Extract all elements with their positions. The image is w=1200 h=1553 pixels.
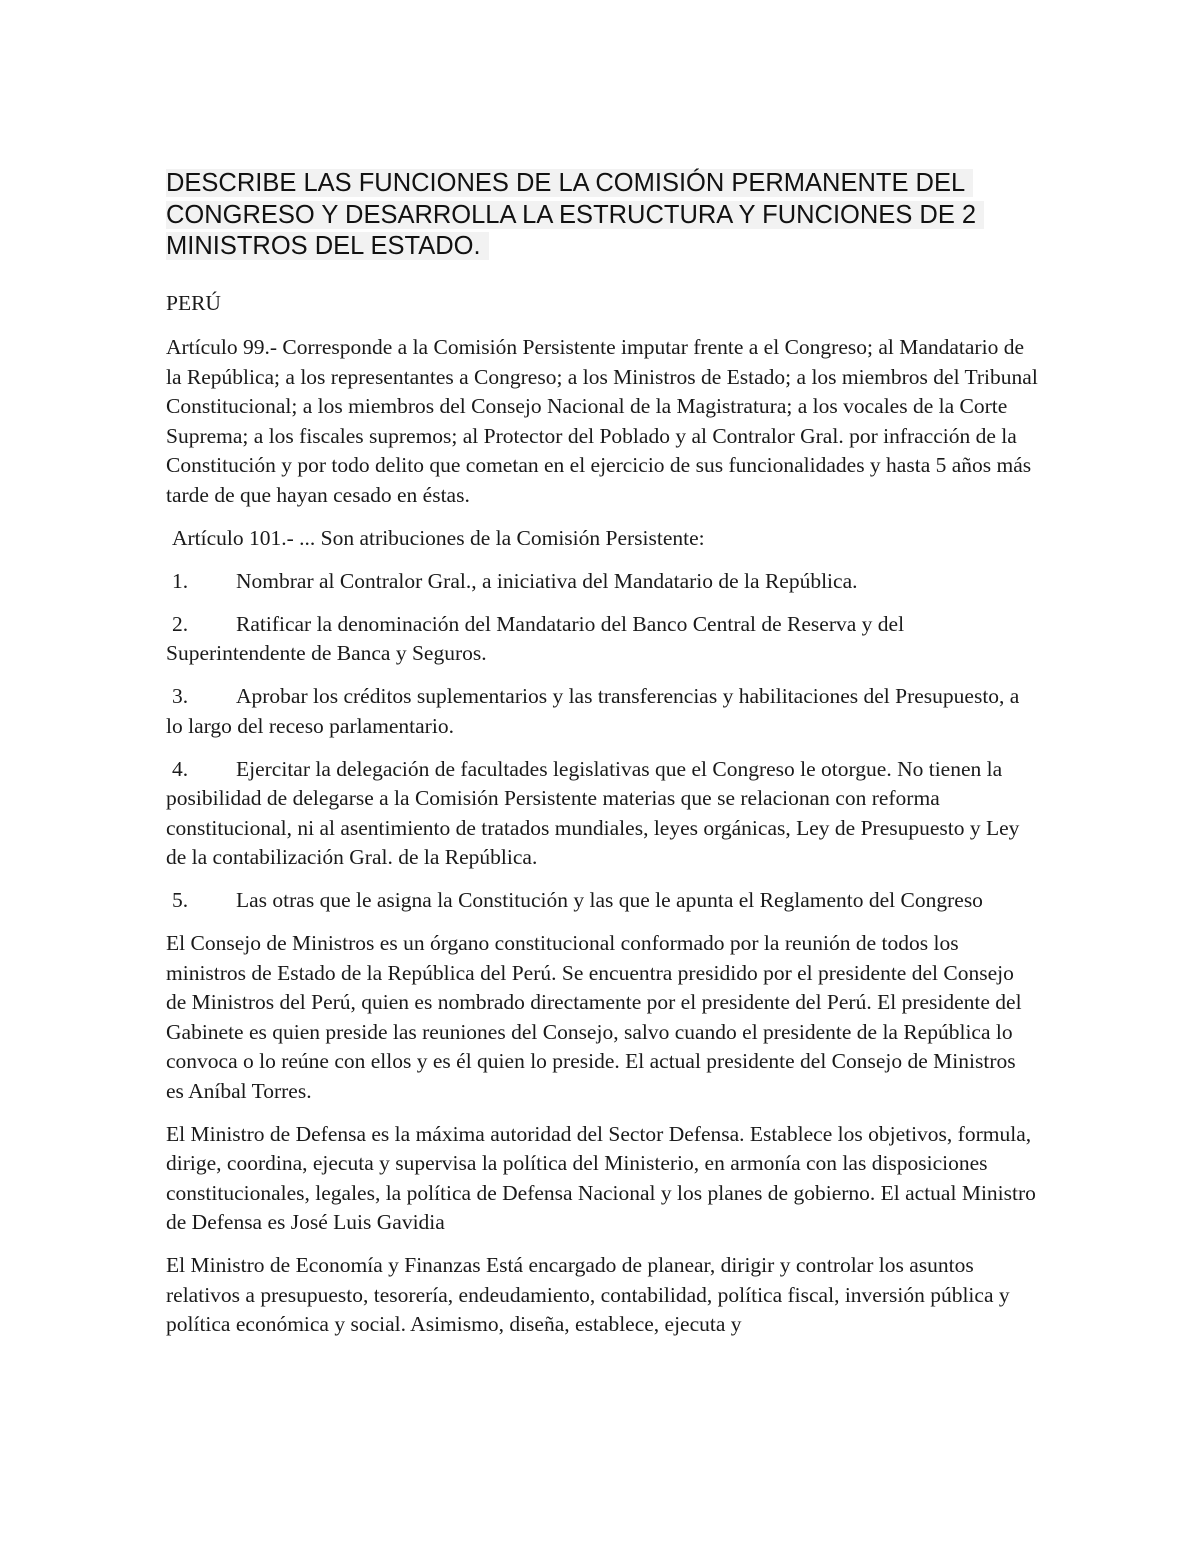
list-item-text: Ejercitar la delegación de facultades legislativas que el Congreso le otorgue. No tienen la posibilidad de delegarse a la Comisión Persistente materias que se relacionan con reforma constitucional, ni al asentimiento de tratados mundiales, leyes orgánicas, Ley de Presupuesto y Ley de la contabilización Gral. de la República. (166, 756, 1020, 869)
defense-minister-paragraph: El Ministro de Defensa es la máxima autoridad del Sector Defensa. Establece los objetivos, formula, dirige, coordina, ejecuta y supervisa la política del Ministerio, en armonía con las disposiciones constitucionales, legales, la política de Defensa Nacional y los planes de gobierno. El actual Ministro de Defensa es José Luis Gavidia (166, 1121, 1036, 1234)
document-title (166, 168, 1038, 263)
list-item-text: Aprobar los créditos suplementarios y las transferencias y habilitaciones del Presupuesto, a lo largo del receso parlamentario. (166, 684, 1020, 738)
article-99-paragraph: Artículo 99.- Corresponde a la Comisión Persistente imputar frente a el Congreso; al Mandatario de la República; a los representantes a Congreso; a los Ministros de Estado; a los miembros del Tribunal Constitucional; a los miembros del Consejo Nacional de la Magistratura; a los vocales de la Corte Suprema; a los fiscales supremos; al Protector del Poblado y al Contralor Gral. por infracción de la Constitución y por todo delito que cometan en el ejercicio de sus funcionalidades y hasta 5 años más tarde de que hayan cesado en éstas. (166, 335, 1038, 507)
list-item-text: Las otras que le asigna la Constitución y las que le apunta el Reglamento del Congreso (236, 888, 983, 912)
list-item-number: 1. (172, 568, 189, 593)
list-item-number: 4. (172, 756, 189, 781)
list-item-number: 2. (172, 611, 189, 636)
document-title-text: DESCRIBE LAS FUNCIONES DE LA COMISIÓN PERMANENTE DEL CONGRESO Y DESARROLLA LA ESTRUCTURA Y FUNCIONES DE 2 MINISTROS DEL ESTADO. (166, 169, 984, 260)
list-item (166, 567, 1038, 597)
list-item (166, 682, 1038, 741)
list-item-text: Ratificar la denominación del Mandatario del Banco Central de Reserva y del Superintendente de Banca y Seguros. (166, 611, 905, 665)
list-item (166, 755, 1038, 873)
list-item (166, 610, 1038, 669)
list-item-text: Nombrar al Contralor Gral., a iniciativa del Mandatario de la República. (236, 568, 858, 593)
council-of-ministers-paragraph: El Consejo de Ministros es un órgano constitucional conformado por la reunión de todos los ministros de Estado de la República del Perú. Se encuentra presidido por el presidente del Consejo de Ministros del Perú, quien es nombrado directamente por el presidente del Perú. El presidente del Gabinete es quien preside las reuniones del Consejo, salvo cuando el presidente de la República lo convoca o lo reúne con ellos y es él quien lo preside. El actual presidente del Consejo de Ministros es Aníbal Torres. (166, 931, 1022, 1103)
list-item (166, 886, 1038, 916)
list-item-number: 5. (172, 888, 189, 912)
country-heading: PERÚ (166, 290, 221, 315)
document-body (166, 168, 1038, 1353)
article-101-intro: Artículo 101.- ... Son atribuciones de la Comisión Persistente: (172, 525, 705, 550)
economy-minister-paragraph: El Ministro de Economía y Finanzas Está encargado de planear, dirigir y controlar los asuntos relativos a presupuesto, tesorería, endeudamiento, contabilidad, política fiscal, inversión pública y política económica y social. Asimismo, diseña, establece, ejecuta y (166, 1253, 1010, 1336)
list-item-number: 3. (172, 684, 189, 708)
